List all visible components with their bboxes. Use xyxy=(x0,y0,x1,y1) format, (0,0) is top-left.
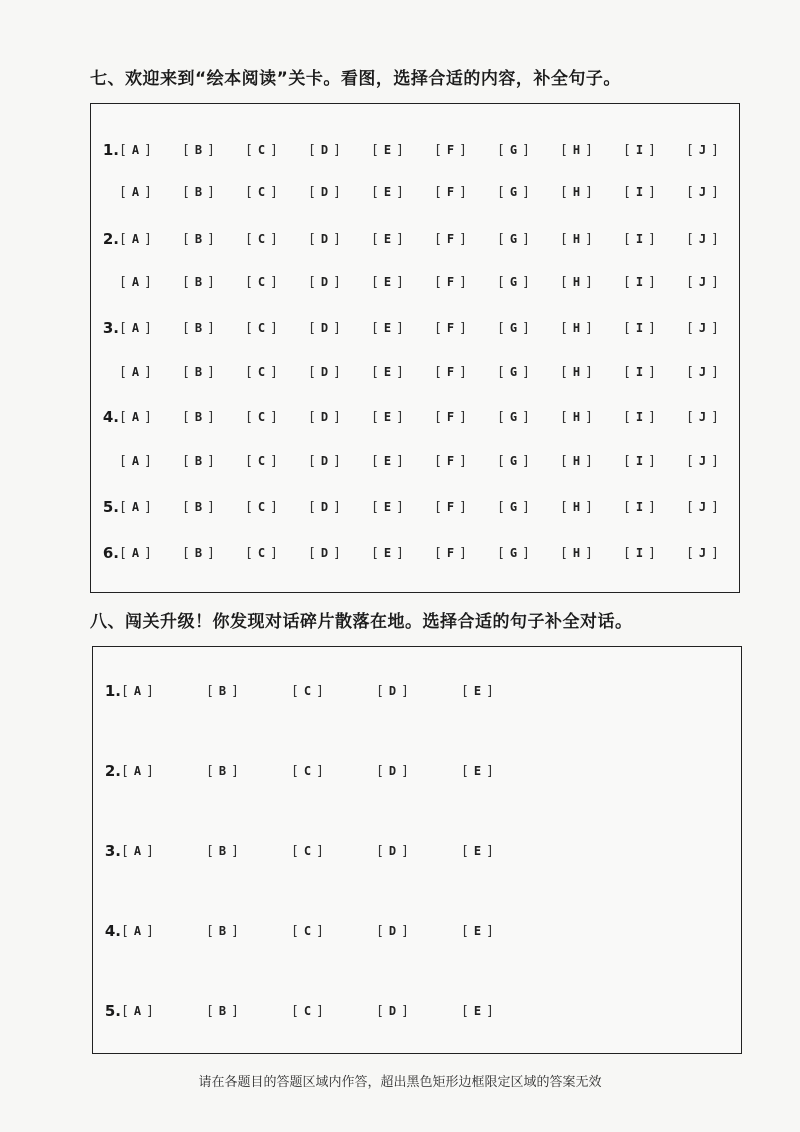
option-bubble[interactable]: [ F ] xyxy=(434,453,467,469)
option-bubble[interactable]: [ F ] xyxy=(434,142,467,158)
option-bubble[interactable]: [ J ] xyxy=(686,231,719,247)
option-bubble[interactable]: [ B ] xyxy=(182,453,215,469)
option-letter: H xyxy=(572,500,581,514)
option-bubble[interactable]: [ D ] xyxy=(376,763,409,779)
option-letter: J xyxy=(698,185,707,199)
option-bubble[interactable]: [ B ] xyxy=(206,1003,239,1019)
option-letter: B xyxy=(218,844,227,858)
option-letter: I xyxy=(635,410,644,424)
option-letter: G xyxy=(509,546,518,560)
option-bubble[interactable]: [ E ] xyxy=(371,184,404,200)
option-bubble[interactable]: [ C ] xyxy=(245,184,278,200)
option-bubble[interactable]: [ E ] xyxy=(371,320,404,336)
option-letter: H xyxy=(572,232,581,246)
question-number: 3. xyxy=(102,319,119,337)
option-bubble[interactable]: [ B ] xyxy=(182,231,215,247)
option-letter: E xyxy=(473,764,482,778)
option-letter: A xyxy=(131,185,140,199)
option-letter: H xyxy=(572,185,581,199)
option-letter: I xyxy=(635,365,644,379)
answer-row xyxy=(101,1000,546,1022)
option-bubble[interactable]: [ A ] xyxy=(121,683,154,699)
option-letter: A xyxy=(131,321,140,335)
option-bubble[interactable]: [ A ] xyxy=(119,545,152,561)
option-letter: I xyxy=(635,454,644,468)
option-bubble[interactable]: [ G ] xyxy=(497,545,530,561)
option-bubble[interactable]: [ E ] xyxy=(371,231,404,247)
option-letter: B xyxy=(218,1004,227,1018)
option-letter: J xyxy=(698,500,707,514)
option-bubble[interactable]: [ E ] xyxy=(461,683,494,699)
option-letter: E xyxy=(383,365,392,379)
option-bubble[interactable]: [ J ] xyxy=(686,320,719,336)
option-letter: C xyxy=(303,1004,312,1018)
option-letter: A xyxy=(131,275,140,289)
option-bubble[interactable]: [ D ] xyxy=(308,364,341,380)
option-bubble[interactable]: [ I ] xyxy=(623,499,656,515)
option-letter: D xyxy=(388,684,397,698)
option-letter: F xyxy=(446,454,455,468)
option-letter: D xyxy=(320,410,329,424)
option-letter: A xyxy=(131,232,140,246)
option-letter: I xyxy=(635,500,644,514)
option-bubble[interactable]: [ J ] xyxy=(686,142,719,158)
option-bubble[interactable]: [ B ] xyxy=(182,545,215,561)
option-letter: I xyxy=(635,185,644,199)
section-8-title: 八、闯关升级！你发现对话碎片散落在地。选择合适的句子补全对话。 xyxy=(90,612,633,632)
option-bubble[interactable]: [ B ] xyxy=(182,320,215,336)
option-bubble[interactable]: [ G ] xyxy=(497,364,530,380)
option-letter: D xyxy=(320,143,329,157)
option-letter: J xyxy=(698,546,707,560)
option-bubble[interactable]: [ D ] xyxy=(376,1003,409,1019)
option-bubble[interactable]: [ E ] xyxy=(461,763,494,779)
option-letter: A xyxy=(131,410,140,424)
option-letter: F xyxy=(446,143,455,157)
option-letter: D xyxy=(388,924,397,938)
option-bubble[interactable]: [ C ] xyxy=(291,923,324,939)
option-letter: C xyxy=(303,684,312,698)
option-letter: C xyxy=(257,275,266,289)
question-number: 6. xyxy=(102,544,119,562)
option-letter: G xyxy=(509,143,518,157)
option-letter: B xyxy=(194,232,203,246)
answer-row xyxy=(101,760,546,782)
option-letter: E xyxy=(383,232,392,246)
answer-row xyxy=(99,496,749,518)
option-letter: I xyxy=(635,143,644,157)
option-letter: D xyxy=(388,844,397,858)
option-bubble[interactable]: [ J ] xyxy=(686,184,719,200)
option-bubble[interactable]: [ A ] xyxy=(119,274,152,290)
option-bubble[interactable]: [ C ] xyxy=(245,231,278,247)
answer-row xyxy=(99,406,749,428)
option-bubble[interactable]: [ C ] xyxy=(291,1003,324,1019)
option-bubble[interactable]: [ G ] xyxy=(497,409,530,425)
option-bubble[interactable]: [ D ] xyxy=(308,184,341,200)
option-bubble[interactable]: [ C ] xyxy=(245,364,278,380)
option-bubble[interactable]: [ D ] xyxy=(308,231,341,247)
option-letter: C xyxy=(257,546,266,560)
option-bubble[interactable]: [ C ] xyxy=(245,320,278,336)
option-bubble[interactable]: [ J ] xyxy=(686,545,719,561)
option-bubble[interactable]: [ A ] xyxy=(119,231,152,247)
question-number: 4. xyxy=(104,922,121,940)
option-bubble[interactable]: [ G ] xyxy=(497,142,530,158)
option-letter: J xyxy=(698,321,707,335)
option-bubble[interactable]: [ H ] xyxy=(560,499,593,515)
option-bubble[interactable]: [ D ] xyxy=(308,499,341,515)
option-letter: F xyxy=(446,321,455,335)
option-bubble[interactable]: [ G ] xyxy=(497,231,530,247)
option-letter: A xyxy=(133,764,142,778)
option-bubble[interactable]: [ A ] xyxy=(119,364,152,380)
option-letter: J xyxy=(698,454,707,468)
answer-row xyxy=(99,228,749,250)
option-letter: E xyxy=(473,924,482,938)
option-letter: E xyxy=(383,500,392,514)
option-letter: B xyxy=(194,410,203,424)
option-bubble[interactable]: [ J ] xyxy=(686,499,719,515)
option-letter: F xyxy=(446,546,455,560)
option-bubble[interactable]: [ A ] xyxy=(119,142,152,158)
option-letter: C xyxy=(257,185,266,199)
option-bubble[interactable]: [ J ] xyxy=(686,453,719,469)
option-bubble[interactable]: [ E ] xyxy=(371,274,404,290)
option-letter: G xyxy=(509,454,518,468)
option-letter: A xyxy=(131,500,140,514)
option-bubble[interactable]: [ J ] xyxy=(686,364,719,380)
answer-row xyxy=(101,680,546,702)
option-letter: D xyxy=(320,454,329,468)
option-bubble[interactable]: [ H ] xyxy=(560,184,593,200)
answer-row xyxy=(99,542,749,564)
option-letter: A xyxy=(133,924,142,938)
option-bubble[interactable]: [ B ] xyxy=(182,409,215,425)
option-letter: I xyxy=(635,232,644,246)
option-letter: D xyxy=(388,764,397,778)
question-number: 2. xyxy=(102,230,119,248)
option-letter: C xyxy=(303,844,312,858)
option-bubble[interactable]: [ G ] xyxy=(497,499,530,515)
footer-instruction: 请在各题目的答题区域内作答，超出黑色矩形边框限定区域的答案无效 xyxy=(198,1075,602,1090)
option-bubble[interactable]: [ E ] xyxy=(461,1003,494,1019)
section-7-answer-box xyxy=(90,103,740,593)
option-letter: C xyxy=(257,232,266,246)
option-letter: F xyxy=(446,365,455,379)
option-letter: B xyxy=(218,764,227,778)
section-8-answer-box xyxy=(92,646,742,1054)
option-letter: C xyxy=(303,924,312,938)
option-letter: H xyxy=(572,546,581,560)
option-letter: H xyxy=(572,454,581,468)
option-letter: G xyxy=(509,410,518,424)
option-letter: F xyxy=(446,275,455,289)
option-bubble[interactable]: [ H ] xyxy=(560,231,593,247)
option-bubble[interactable]: [ G ] xyxy=(497,453,530,469)
option-letter: H xyxy=(572,365,581,379)
option-letter: A xyxy=(131,143,140,157)
option-letter: D xyxy=(320,321,329,335)
option-bubble[interactable]: [ F ] xyxy=(434,364,467,380)
option-letter: J xyxy=(698,410,707,424)
option-bubble[interactable]: [ A ] xyxy=(119,499,152,515)
option-bubble[interactable]: [ H ] xyxy=(560,453,593,469)
answer-row xyxy=(99,271,749,293)
option-bubble[interactable]: [ E ] xyxy=(371,409,404,425)
option-bubble[interactable]: [ E ] xyxy=(371,545,404,561)
question-number: 5. xyxy=(104,1002,121,1020)
option-letter: D xyxy=(320,546,329,560)
option-letter: I xyxy=(635,546,644,560)
answer-row xyxy=(99,361,749,383)
option-letter: B xyxy=(218,684,227,698)
option-bubble[interactable]: [ C ] xyxy=(291,763,324,779)
option-letter: A xyxy=(133,844,142,858)
option-bubble[interactable]: [ H ] xyxy=(560,274,593,290)
option-letter: E xyxy=(383,321,392,335)
option-bubble[interactable]: [ C ] xyxy=(245,274,278,290)
option-letter: D xyxy=(320,500,329,514)
option-bubble[interactable]: [ I ] xyxy=(623,409,656,425)
option-letter: C xyxy=(257,321,266,335)
option-bubble[interactable]: [ C ] xyxy=(245,545,278,561)
option-letter: C xyxy=(257,454,266,468)
option-bubble[interactable]: [ H ] xyxy=(560,545,593,561)
option-bubble[interactable]: [ B ] xyxy=(182,142,215,158)
option-bubble[interactable]: [ A ] xyxy=(121,1003,154,1019)
option-bubble[interactable]: [ C ] xyxy=(245,453,278,469)
question-number: 1. xyxy=(104,682,121,700)
option-bubble[interactable]: [ D ] xyxy=(376,843,409,859)
option-letter: F xyxy=(446,232,455,246)
option-letter: C xyxy=(303,764,312,778)
option-letter: G xyxy=(509,232,518,246)
option-bubble[interactable]: [ A ] xyxy=(121,843,154,859)
option-bubble[interactable]: [ H ] xyxy=(560,409,593,425)
option-letter: E xyxy=(383,410,392,424)
option-letter: F xyxy=(446,185,455,199)
option-letter: G xyxy=(509,275,518,289)
option-bubble[interactable]: [ G ] xyxy=(497,184,530,200)
option-letter: F xyxy=(446,500,455,514)
option-bubble[interactable]: [ I ] xyxy=(623,274,656,290)
option-letter: I xyxy=(635,321,644,335)
option-letter: G xyxy=(509,185,518,199)
option-bubble[interactable]: [ B ] xyxy=(206,923,239,939)
option-bubble[interactable]: [ C ] xyxy=(291,843,324,859)
option-bubble[interactable]: [ B ] xyxy=(182,274,215,290)
option-bubble[interactable]: [ A ] xyxy=(119,320,152,336)
option-letter: C xyxy=(257,143,266,157)
option-bubble[interactable]: [ A ] xyxy=(119,184,152,200)
option-bubble[interactable]: [ E ] xyxy=(371,364,404,380)
option-letter: E xyxy=(383,185,392,199)
option-bubble[interactable]: [ F ] xyxy=(434,231,467,247)
option-bubble[interactable]: [ D ] xyxy=(376,923,409,939)
option-bubble[interactable]: [ G ] xyxy=(497,320,530,336)
answer-row xyxy=(99,317,749,339)
option-bubble[interactable]: [ F ] xyxy=(434,274,467,290)
option-bubble[interactable]: [ C ] xyxy=(245,409,278,425)
option-bubble[interactable]: [ E ] xyxy=(371,142,404,158)
option-letter: E xyxy=(383,546,392,560)
question-number: 3. xyxy=(104,842,121,860)
option-letter: J xyxy=(698,143,707,157)
option-letter: B xyxy=(194,500,203,514)
option-bubble[interactable]: [ D ] xyxy=(308,409,341,425)
answer-row xyxy=(99,139,749,161)
option-letter: B xyxy=(194,546,203,560)
option-bubble[interactable]: [ A ] xyxy=(119,409,152,425)
option-bubble[interactable]: [ E ] xyxy=(461,923,494,939)
option-bubble[interactable]: [ F ] xyxy=(434,499,467,515)
option-bubble[interactable]: [ J ] xyxy=(686,409,719,425)
question-number: 1. xyxy=(102,141,119,159)
question-number: 2. xyxy=(104,762,121,780)
option-bubble[interactable]: [ I ] xyxy=(623,364,656,380)
option-bubble[interactable]: [ H ] xyxy=(560,142,593,158)
option-bubble[interactable]: [ F ] xyxy=(434,184,467,200)
option-bubble[interactable]: [ B ] xyxy=(182,364,215,380)
answer-row xyxy=(101,840,546,862)
option-letter: G xyxy=(509,321,518,335)
option-bubble[interactable]: [ D ] xyxy=(376,683,409,699)
option-letter: D xyxy=(320,275,329,289)
option-letter: H xyxy=(572,410,581,424)
option-letter: G xyxy=(509,365,518,379)
option-letter: J xyxy=(698,365,707,379)
option-letter: H xyxy=(572,275,581,289)
option-letter: A xyxy=(131,365,140,379)
option-bubble[interactable]: [ D ] xyxy=(308,545,341,561)
option-letter: B xyxy=(194,365,203,379)
option-letter: C xyxy=(257,500,266,514)
option-letter: I xyxy=(635,275,644,289)
option-bubble[interactable]: [ I ] xyxy=(623,320,656,336)
option-bubble[interactable]: [ D ] xyxy=(308,453,341,469)
option-letter: G xyxy=(509,500,518,514)
option-letter: A xyxy=(133,1004,142,1018)
option-letter: E xyxy=(383,454,392,468)
section-7-title: 七、欢迎来到“绘本阅读”关卡。看图，选择合适的内容，补全句子。 xyxy=(90,69,621,89)
option-letter: B xyxy=(194,275,203,289)
option-bubble[interactable]: [ G ] xyxy=(497,274,530,290)
option-bubble[interactable]: [ F ] xyxy=(434,545,467,561)
option-letter: H xyxy=(572,321,581,335)
option-bubble[interactable]: [ I ] xyxy=(623,231,656,247)
option-bubble[interactable]: [ I ] xyxy=(623,142,656,158)
option-letter: C xyxy=(257,365,266,379)
option-bubble[interactable]: [ C ] xyxy=(245,499,278,515)
option-letter: B xyxy=(194,185,203,199)
option-bubble[interactable]: [ B ] xyxy=(206,683,239,699)
option-letter: B xyxy=(194,143,203,157)
option-bubble[interactable]: [ I ] xyxy=(623,545,656,561)
option-letter: B xyxy=(218,924,227,938)
option-bubble[interactable]: [ C ] xyxy=(245,142,278,158)
option-bubble[interactable]: [ C ] xyxy=(291,683,324,699)
answer-row xyxy=(99,181,749,203)
option-letter: D xyxy=(320,232,329,246)
question-number: 4. xyxy=(102,408,119,426)
option-letter: A xyxy=(131,546,140,560)
option-letter: E xyxy=(473,1004,482,1018)
option-bubble[interactable]: [ B ] xyxy=(206,763,239,779)
option-letter: F xyxy=(446,410,455,424)
option-bubble[interactable]: [ H ] xyxy=(560,364,593,380)
option-bubble[interactable]: [ B ] xyxy=(206,843,239,859)
option-bubble[interactable]: [ B ] xyxy=(182,184,215,200)
option-letter: D xyxy=(320,365,329,379)
option-letter: A xyxy=(131,454,140,468)
option-bubble[interactable]: [ D ] xyxy=(308,274,341,290)
option-bubble[interactable]: [ I ] xyxy=(623,184,656,200)
option-bubble[interactable]: [ A ] xyxy=(121,763,154,779)
answer-row xyxy=(101,920,546,942)
option-bubble[interactable]: [ F ] xyxy=(434,320,467,336)
option-bubble[interactable]: [ J ] xyxy=(686,274,719,290)
answer-row xyxy=(99,450,749,472)
option-bubble[interactable]: [ A ] xyxy=(121,923,154,939)
option-bubble[interactable]: [ D ] xyxy=(308,320,341,336)
question-number: 5. xyxy=(102,498,119,516)
option-letter: D xyxy=(388,1004,397,1018)
option-letter: B xyxy=(194,321,203,335)
option-letter: D xyxy=(320,185,329,199)
option-letter: E xyxy=(473,684,482,698)
option-letter: H xyxy=(572,143,581,157)
option-letter: E xyxy=(473,844,482,858)
option-bubble[interactable]: [ B ] xyxy=(182,499,215,515)
option-bubble[interactable]: [ E ] xyxy=(461,843,494,859)
option-letter: J xyxy=(698,232,707,246)
option-letter: B xyxy=(194,454,203,468)
option-letter: E xyxy=(383,275,392,289)
option-bubble[interactable]: [ I ] xyxy=(623,453,656,469)
option-bubble[interactable]: [ E ] xyxy=(371,499,404,515)
option-letter: A xyxy=(133,684,142,698)
option-bubble[interactable]: [ A ] xyxy=(119,453,152,469)
option-bubble[interactable]: [ D ] xyxy=(308,142,341,158)
option-bubble[interactable]: [ E ] xyxy=(371,453,404,469)
option-letter: J xyxy=(698,275,707,289)
option-letter: E xyxy=(383,143,392,157)
option-letter: C xyxy=(257,410,266,424)
option-bubble[interactable]: [ F ] xyxy=(434,409,467,425)
option-bubble[interactable]: [ H ] xyxy=(560,320,593,336)
